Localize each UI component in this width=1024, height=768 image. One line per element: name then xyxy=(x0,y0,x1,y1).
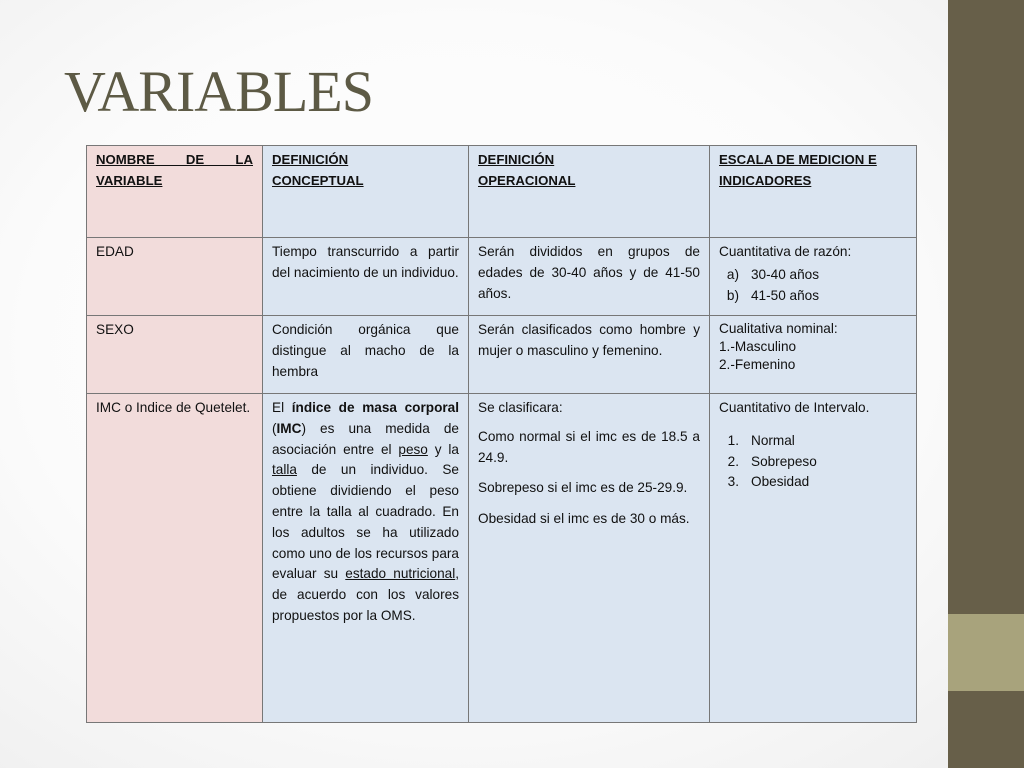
list-marker: 1. xyxy=(727,432,739,448)
cell-edad-name: EDAD xyxy=(87,238,263,316)
cell-edad-conceptual: Tiempo transcurrido a partir del nacimiento de un individuo. xyxy=(263,238,469,316)
variables-table-container xyxy=(86,145,916,723)
table-row-edad xyxy=(87,238,917,316)
list-text: 30-40 años xyxy=(751,266,820,282)
imc-conceptual-bold-2: IMC xyxy=(276,420,302,436)
sexo-escala-item-2: 2.-Femenino xyxy=(719,357,796,372)
imc-operacional-sobrepeso: Sobrepeso si el imc es de 25-29.9. xyxy=(478,480,688,496)
table-header-row xyxy=(87,146,917,238)
cell-sexo-conceptual: Condición orgánica que distingue al macho de la hembra xyxy=(263,316,469,394)
list-text: 41-50 años xyxy=(751,287,820,303)
list-marker: a) xyxy=(726,266,739,282)
peso-link[interactable]: peso xyxy=(398,441,428,457)
table-row-imc xyxy=(87,394,917,723)
imc-escala-list xyxy=(719,431,907,493)
list-text: Normal xyxy=(751,432,795,448)
edad-escala-list xyxy=(719,265,907,307)
talla-link[interactable]: talla xyxy=(272,462,297,478)
variables-table xyxy=(86,145,917,723)
list-item xyxy=(719,452,907,473)
list-item xyxy=(719,431,907,452)
imc-conceptual-text-3: ) es una medida de asociación entre el xyxy=(272,420,459,457)
header-escala xyxy=(710,146,917,238)
cell-edad-escala xyxy=(710,238,917,316)
header-def-conceptual-text: DEFINICIÓN CONCEPTUAL xyxy=(272,152,364,188)
header-nombre xyxy=(87,146,263,238)
imc-operacional-normal: Como normal si el imc es de 18.5 a 24.9. xyxy=(478,428,700,465)
cell-sexo-operacional: Serán clasificados como hombre y mujer o masculino y femenino. xyxy=(469,316,710,394)
imc-operacional-obesidad: Obesidad si el imc es de 30 o más. xyxy=(478,511,690,527)
edad-escala-title: Cuantitativa de razón: xyxy=(719,244,852,259)
list-text: Sobrepeso xyxy=(751,453,817,469)
sidebar-accent-block xyxy=(948,614,1024,691)
slide-title: VARIABLES xyxy=(64,59,373,124)
cell-imc-operacional xyxy=(469,394,710,723)
list-marker: 2. xyxy=(727,453,739,469)
imc-operacional-intro: Se clasificara: xyxy=(478,400,563,415)
imc-conceptual-text-4: y la xyxy=(427,441,459,457)
list-item xyxy=(719,472,907,493)
cell-imc-escala xyxy=(710,394,917,723)
cell-imc-conceptual xyxy=(263,394,469,723)
cell-sexo-name: SEXO xyxy=(87,316,263,394)
sexo-escala-title: Cualitativa nominal: xyxy=(719,321,838,336)
imc-conceptual-bold-1: índice de masa corporal xyxy=(291,400,459,415)
imc-conceptual-text-5: de un individuo. Se obtiene dividiendo el peso entre la talla al cuadrado. En los adultos se ha utilizado como uno de los recursos para evaluar su xyxy=(272,462,459,582)
cell-imc-name: IMC o Indice de Quetelet. xyxy=(87,394,263,723)
imc-conceptual-text-6: , de acuerdo con los valores propuestos por la OMS. xyxy=(272,566,460,623)
table-row-sexo xyxy=(87,316,917,394)
list-marker: 3. xyxy=(727,474,739,490)
header-def-operacional-text: DEFINICIÓN OPERACIONAL xyxy=(478,152,576,188)
imc-escala-title: Cuantitativo de Intervalo. xyxy=(719,400,870,415)
list-item xyxy=(719,286,907,307)
sexo-escala-item-1: 1.-Masculino xyxy=(719,339,797,354)
header-def-conceptual xyxy=(263,146,469,238)
estado-nutricional-link[interactable]: estado nutricional xyxy=(345,566,456,582)
list-marker: b) xyxy=(726,287,739,303)
header-escala-text: ESCALA DE MEDICION E INDICADORES xyxy=(719,152,877,188)
cell-sexo-escala xyxy=(710,316,917,394)
imc-conceptual-text-2: ( xyxy=(272,420,277,436)
header-def-operacional xyxy=(469,146,710,238)
list-text: Obesidad xyxy=(751,474,810,490)
imc-conceptual-text-1: El xyxy=(272,400,292,415)
list-item xyxy=(719,265,907,286)
header-nombre-text: NOMBRE DE LA VARIABLE xyxy=(96,152,253,188)
cell-edad-operacional: Serán divididos en grupos de edades de 30-40 años y de 41-50 años. xyxy=(469,238,710,316)
